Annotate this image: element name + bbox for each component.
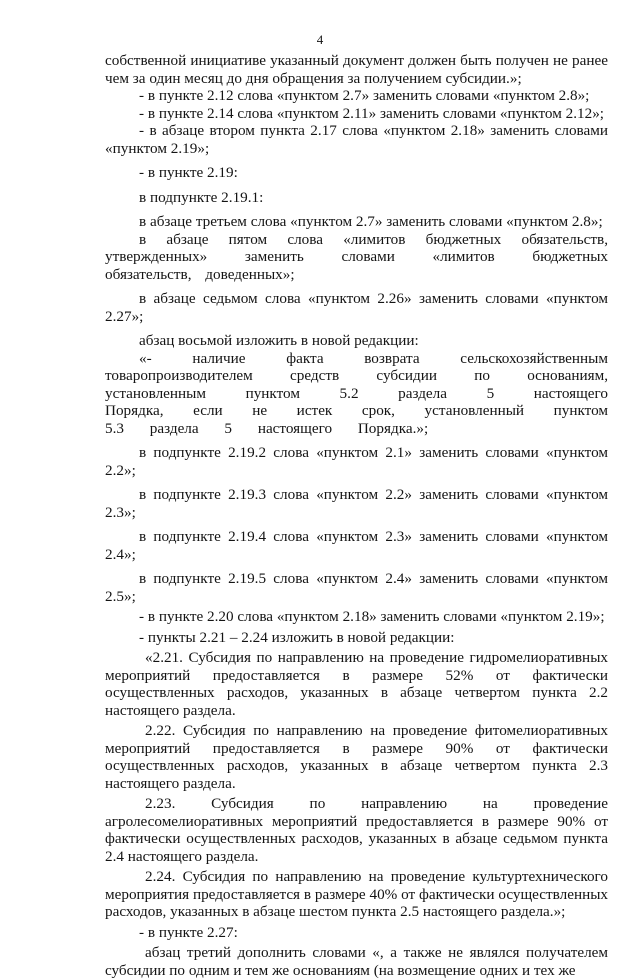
paragraph: в абзаце седьмом слова «пунктом 2.26» заменить словами «пунктом 2.27»; — [105, 290, 608, 325]
paragraph: в подпункте 2.19.1: — [139, 188, 264, 206]
paragraph: в подпункте 2.19.3 слова «пунктом 2.2» заменить словами «пунктом 2.3»; — [105, 486, 608, 521]
paragraph: - в пункте 2.27: — [139, 923, 238, 941]
paragraph: - в пункте 2.12 слова «пунктом 2.7» заменить словами «пунктом 2.8»; — [139, 87, 590, 104]
paragraph: «- наличие факта возврата сельскохозяйственным товаропроизводителем средств субсидии по основаниям, установленным пунктом 5.2 раздела 5 настоящего Порядка, если не истек срок, установленный пунктом 5.3 раздела 5 настоящего Порядка.»; — [105, 349, 608, 437]
paragraph: в подпункте 2.19.2 слова «пунктом 2.1» заменить словами «пунктом 2.2»; — [105, 444, 608, 479]
paragraph: в абзаце пятом слова «лимитов бюджетных обязательств, утвержденных» заменить словами «лимитов бюджетных обязательств, доведенных»; — [105, 230, 608, 283]
paragraph: абзац восьмой изложить в новой редакции: — [139, 332, 419, 349]
paragraph: абзац третий дополнить словами «, а также не являлся получателем субсидии по одним и тем же основаниям (на возмещение одних и тех же — [105, 944, 608, 979]
paragraph: - пункты 2.21 – 2.24 изложить в новой редакции: — [139, 628, 455, 646]
paragraph: - в пункте 2.14 слова «пунктом 2.11» заменить словами «пунктом 2.12»; — [139, 104, 605, 122]
paragraph: - в абзаце втором пункта 2.17 слова «пунктом 2.18» заменить словами «пунктом 2.19»; — [105, 122, 608, 157]
paragraph: в подпункте 2.19.4 слова «пунктом 2.3» заменить словами «пунктом 2.4»; — [105, 528, 608, 563]
paragraph: - в пункте 2.19: — [139, 164, 238, 181]
paragraph: «2.21. Субсидия по направлению на проведение гидромелиоративных мероприятий предоставляется в размере 52% от фактически осуществленных расходов, указанных в абзаце четвертом пункта 2.2 настоящего раздела. — [105, 649, 608, 719]
paragraph: 2.22. Субсидия по направлению на проведение фитомелиоративных мероприятий предоставляется в размере 90% от фактически осуществленных расходов, указанных в абзаце четвертом пункта 2.3 настоящего раздела. — [105, 722, 608, 792]
paragraph: 2.23. Субсидия по направлению на проведение агролесомелиоративных мероприятий предоставляется в размере 90% от фактически осуществленных расходов, указанных в абзаце седьмом пункта 2.4 настоящего раздела. — [105, 795, 608, 865]
paragraph: в подпункте 2.19.5 слова «пунктом 2.4» заменить словами «пунктом 2.5»; — [105, 570, 608, 605]
paragraph: собственной инициативе указанный документ должен быть получен не ранее чем за один месяц до дня обращения за получением субсидии.»; — [105, 52, 608, 87]
page-number: 4 — [316, 32, 324, 47]
document-body — [105, 52, 608, 979]
paragraph: - в пункте 2.20 слова «пунктом 2.18» заменить словами «пунктом 2.19»; — [139, 608, 605, 625]
paragraph: в абзаце третьем слова «пунктом 2.7» заменить словами «пунктом 2.8»; — [139, 213, 603, 230]
paragraph: 2.24. Субсидия по направлению на проведение культуртехнического мероприятия предоставляется в размере 40% от фактически осуществленных расходов, указанных в абзаце шестом пункта 2.5 настоящего раздела.»; — [105, 868, 608, 920]
